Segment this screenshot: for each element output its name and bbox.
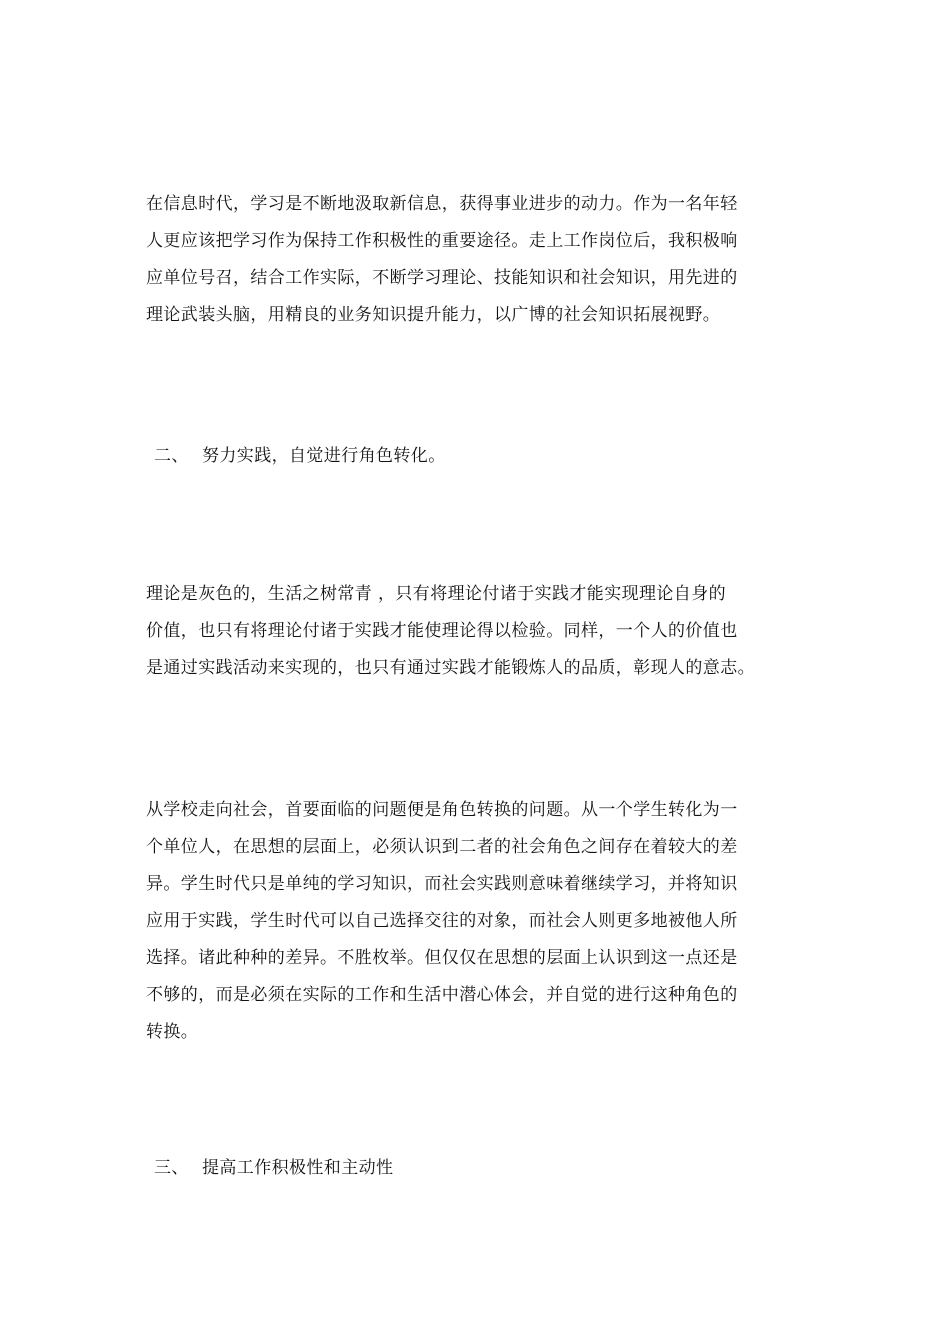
paragraph-line: 从学校走向社会，首要面临的问题便是角色转换的问题。从一个学生转化为一 [146, 800, 738, 820]
paragraph-line: 选择。诸此种种的差异。不胜枚举。但仅仅在思想的层面上认识到这一点还是 [146, 948, 738, 968]
section-number: 二、 [154, 446, 189, 466]
paragraph-line: 理论武装头脑，用精良的业务知识提升能力，以广博的社会知识拓展视野。 [146, 305, 721, 325]
paragraph-line: 理论是灰色的，生活之树常青 ，只有将理论付诸于实践才能实现理论自身的 [146, 584, 727, 604]
paragraph-line: 不够的，而是必须在实际的工作和生活中潜心体会，并自觉的进行这种角色的 [146, 985, 738, 1005]
section-title: 提高工作积极性和主动性 [202, 1158, 394, 1178]
section-title: 努力实践，自觉进行角色转化。 [202, 446, 446, 466]
paragraph-line: 应单位号召，结合工作实际，不断学习理论、技能知识和社会知识，用先进的 [146, 268, 738, 288]
paragraph-learning [146, 186, 810, 334]
paragraph-line: 应用于实践，学生时代可以自己选择交往的对象，而社会人则更多地被他人所 [146, 911, 738, 931]
section-number: 三、 [154, 1158, 189, 1178]
paragraph-line: 异。学生时代只是单纯的学习知识，而社会实践则意味着继续学习，并将知识 [146, 874, 738, 894]
section-heading-two [154, 438, 446, 475]
paragraph-line: 个单位人，在思想的层面上，必须认识到二者的社会角色之间存在着较大的差 [146, 837, 738, 857]
paragraph-line: 价值，也只有将理论付诸于实践才能使理论得以检验。同样，一个人的价值也 [146, 621, 738, 641]
paragraph-theory [146, 576, 810, 687]
paragraph-line: 转换。 [146, 1022, 199, 1042]
paragraph-line: 人更应该把学习作为保持工作积极性的重要途径。走上工作岗位后，我积极响 [146, 231, 738, 251]
paragraph-line: 是通过实践活动来实现的，也只有通过实践才能锻炼人的品质，彰现人的意志。 [146, 658, 755, 678]
section-heading-three [154, 1150, 393, 1187]
paragraph-line: 在信息时代，学习是不断地汲取新信息，获得事业进步的动力。作为一名年轻 [146, 194, 738, 214]
paragraph-role-change [146, 792, 810, 1051]
